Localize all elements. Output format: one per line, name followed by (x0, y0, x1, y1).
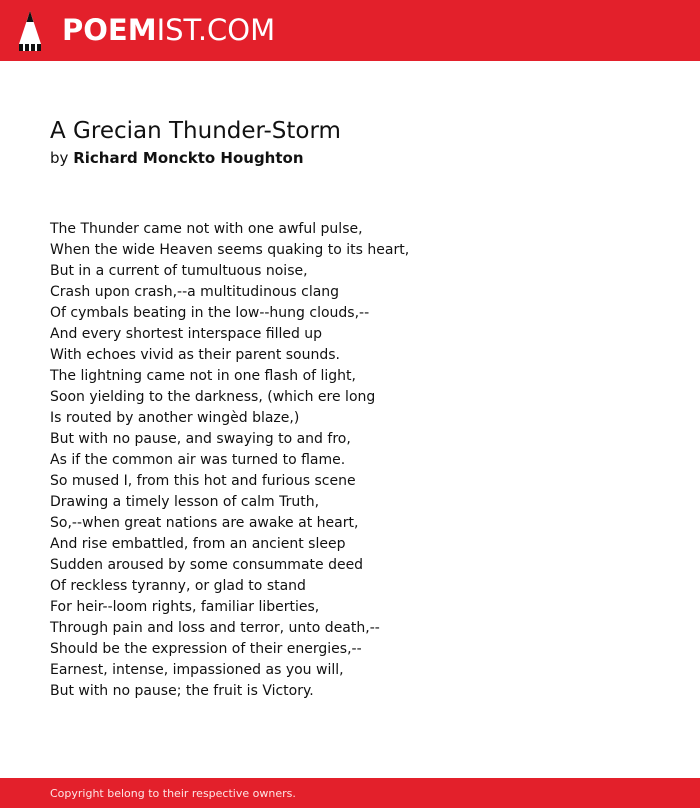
poem-line: But with no pause; the fruit is Victory. (50, 683, 314, 699)
poem-title: A Grecian Thunder-Storm (50, 118, 341, 144)
logo-bold-text: POEM (62, 13, 157, 47)
poem-line: Is routed by another wingèd blaze,) (50, 410, 300, 426)
poem-line: Should be the expression of their energies,-- (50, 641, 362, 657)
poem-line: But with no pause, and swaying to and fro, (50, 431, 351, 447)
site-header (0, 0, 700, 61)
logo-light-text: IST.COM (156, 13, 276, 47)
poem-line: The lightning came not in one flash of light, (50, 368, 356, 384)
poem-line: For heir--loom rights, familiar liberties, (50, 599, 320, 615)
poem-line: Of reckless tyranny, or glad to stand (50, 578, 306, 594)
poem-line: The Thunder came not with one awful pulse, (50, 221, 363, 237)
poem-line: And every shortest interspace filled up (50, 326, 323, 342)
poem-line: Of cymbals beating in the low--hung clouds,-- (50, 305, 370, 321)
poem-line: Drawing a timely lesson of calm Truth, (50, 494, 320, 510)
poem-line: Sudden aroused by some consummate deed (50, 557, 364, 573)
poem-author: Richard Monckto Houghton (73, 149, 304, 167)
poem-line: So mused I, from this hot and furious scene (50, 473, 356, 489)
pencil-icon[interactable] (18, 10, 42, 51)
poem-line: With echoes vivid as their parent sounds. (50, 347, 341, 363)
site-logo[interactable] (62, 13, 275, 47)
poem-line: Through pain and loss and terror, unto death,-- (50, 620, 380, 636)
poem-line: Earnest, intense, impassioned as you will, (50, 662, 344, 678)
poem-line: And rise embattled, from an ancient sleep (50, 536, 346, 552)
poem-line: But in a current of tumultuous noise, (50, 263, 308, 279)
copyright-notice: Copyright belong to their respective owners. (50, 787, 296, 800)
byline (50, 148, 304, 168)
poem-line: So,--when great nations are awake at heart, (50, 515, 359, 531)
poem-line: When the wide Heaven seems quaking to its heart, (50, 242, 410, 258)
poem-body (50, 219, 409, 702)
poem-line: Crash upon crash,--a multitudinous clang (50, 284, 340, 300)
poem-line: Soon yielding to the darkness, (which ere long (50, 389, 376, 405)
poem-line: As if the common air was turned to flame. (50, 452, 346, 468)
byline-prefix: by (50, 149, 69, 167)
site-footer (0, 778, 700, 808)
